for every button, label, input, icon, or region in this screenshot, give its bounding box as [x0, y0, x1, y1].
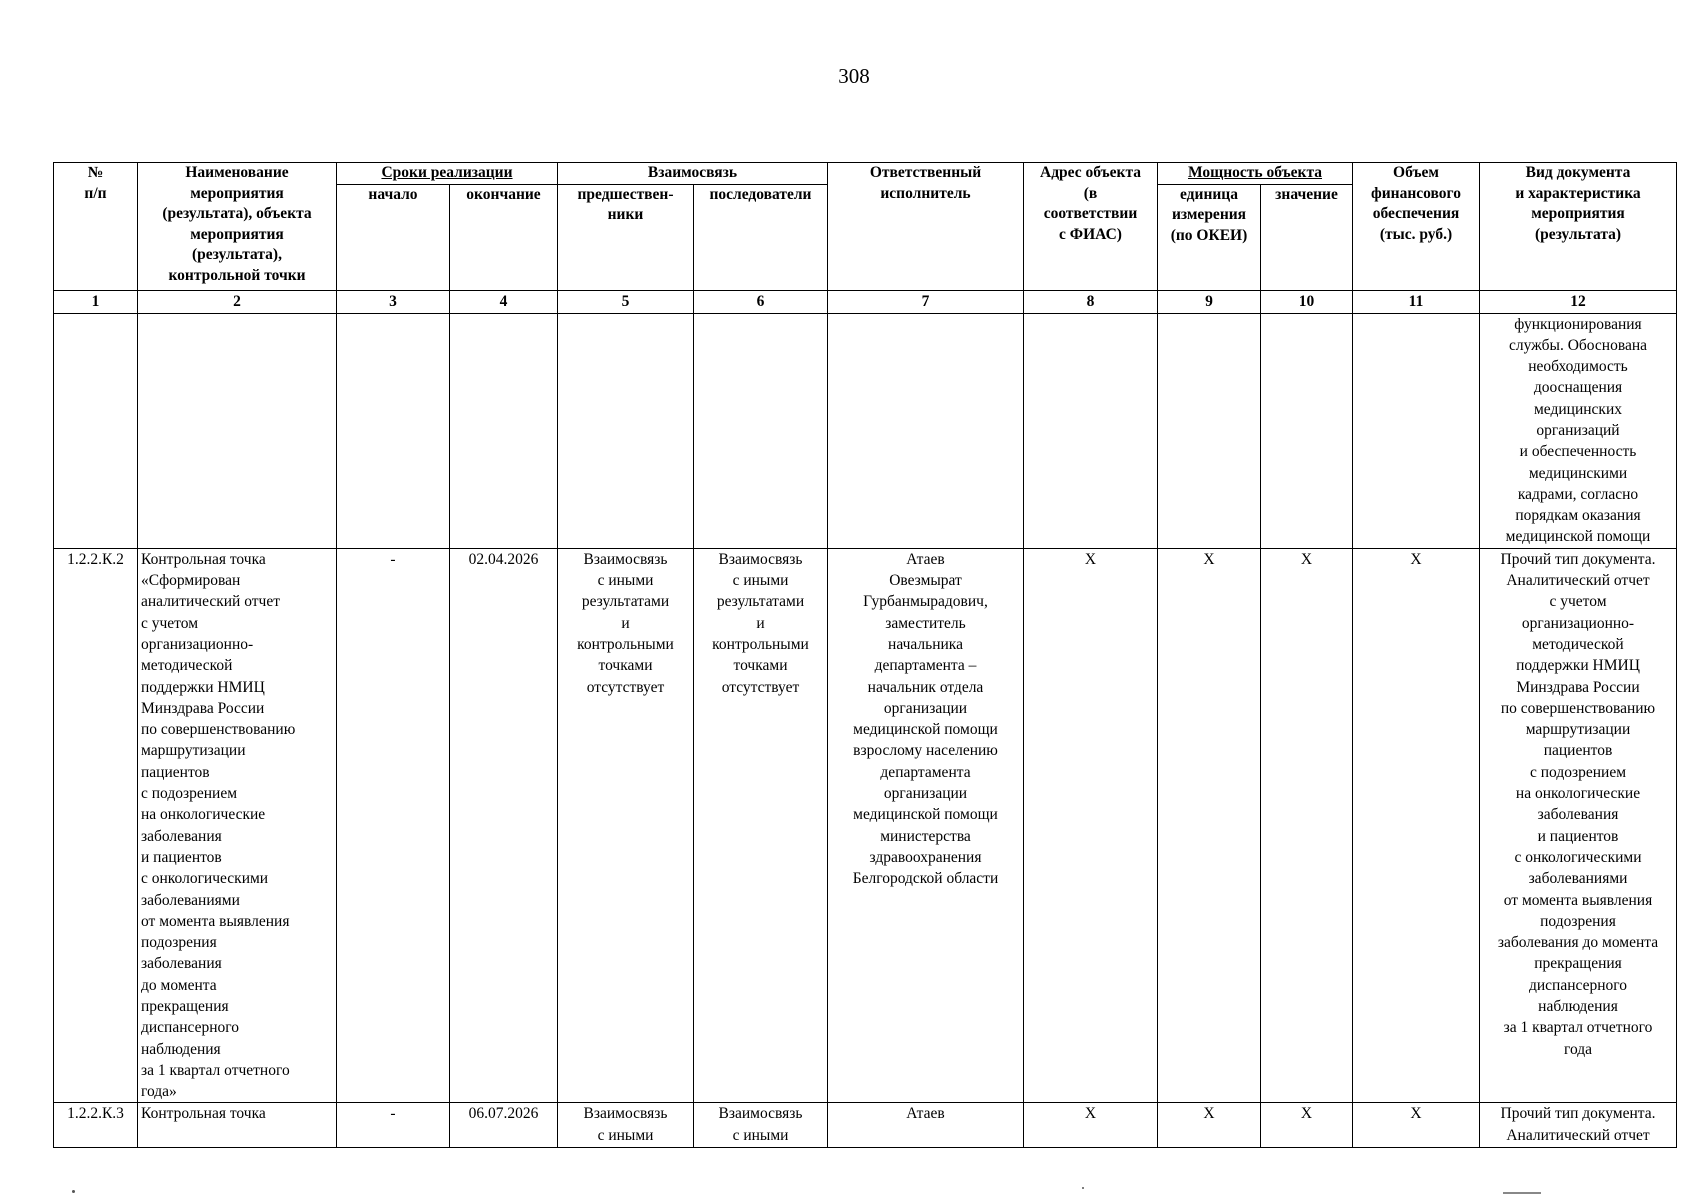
- cell-num: [54, 313, 138, 548]
- cell-unit: [1158, 313, 1261, 548]
- cell-doc: Прочий тип документа. Аналитический отчет с учетом организационно- методической поддержки НМИЦ Минздрава России по совершенствованию маршрутизации пациентов с подозрением на онкологические заболевания и пациентов с онкологическими заболеваниями от момента выявления подозрения заболевания до момента прекращения диспансерного наблюдения за 1 квартал отчетного года: [1480, 548, 1677, 1103]
- cell-doc: Прочий тип документа. Аналитический отчет: [1480, 1103, 1677, 1148]
- column-number: 6: [694, 290, 828, 313]
- header-terms: Сроки реализации: [337, 163, 558, 185]
- cell-responsible: Атаев Овезмырат Гурбанмырадович, заместитель начальника департамента – начальник отдела организации медицинской помощи взрослому населению департамента организации медицинской помощи министерства здравоохранения Белгородской области: [828, 548, 1024, 1103]
- cell-unit: X: [1158, 548, 1261, 1103]
- header-doc-type: Вид документа и характеристика мероприятия (результата): [1480, 163, 1677, 291]
- cell-address: X: [1024, 1103, 1158, 1148]
- scan-speck: [72, 1190, 75, 1193]
- table-row: [54, 548, 1677, 1103]
- header-num: № п/п: [54, 163, 138, 291]
- header-responsible: Ответственный исполнитель: [828, 163, 1024, 291]
- cell-responsible: [828, 313, 1024, 548]
- column-number: 12: [1480, 290, 1677, 313]
- header-unit: единица измерения (по ОКЕИ): [1158, 184, 1261, 290]
- cell-end: 06.07.2026: [450, 1103, 558, 1148]
- column-number: 8: [1024, 290, 1158, 313]
- cell-predecessors: [558, 313, 694, 548]
- header-finance: Объем финансового обеспечения (тыс. руб.): [1353, 163, 1480, 291]
- header-predecessors: предшествен- ники: [558, 184, 694, 290]
- header-name: Наименование мероприятия (результата), объекта мероприятия (результата), контрольной точки: [138, 163, 337, 291]
- cell-successors: Взаимосвязь с иными: [694, 1103, 828, 1148]
- cell-value: [1261, 313, 1353, 548]
- cell-value: X: [1261, 1103, 1353, 1148]
- cell-num: 1.2.2.К.3: [54, 1103, 138, 1148]
- page-number: 308: [838, 64, 870, 88]
- header-value: значение: [1261, 184, 1353, 290]
- table-row: [54, 313, 1677, 548]
- cell-start: -: [337, 548, 450, 1103]
- cell-start: [337, 313, 450, 548]
- cell-predecessors: Взаимосвязь с иными: [558, 1103, 694, 1148]
- cell-start: -: [337, 1103, 450, 1148]
- cell-name: Контрольная точка «Сформирован аналитический отчет с учетом организационно- методической поддержки НМИЦ Минздрава России по совершенствованию маршрутизации пациентов с подозрением на онкологические заболевания и пациентов с онкологическими заболеваниями от момента выявления подозрения заболевания до момента прекращения диспансерного наблюдения за 1 квартал отчетного года»: [138, 548, 337, 1103]
- cell-end: [450, 313, 558, 548]
- column-number: 2: [138, 290, 337, 313]
- header-successors: последователи: [694, 184, 828, 290]
- column-number: 1: [54, 290, 138, 313]
- table-row: [54, 1103, 1677, 1148]
- column-number: 3: [337, 290, 450, 313]
- cell-finance: [1353, 313, 1480, 548]
- header-start: начало: [337, 184, 450, 290]
- cell-name: Контрольная точка: [138, 1103, 337, 1148]
- cell-name: [138, 313, 337, 548]
- cell-end: 02.04.2026: [450, 548, 558, 1103]
- header-end: окончание: [450, 184, 558, 290]
- cell-address: X: [1024, 548, 1158, 1103]
- cell-finance: X: [1353, 548, 1480, 1103]
- cell-predecessors: Взаимосвязь с иными результатами и контрольными точками отсутствует: [558, 548, 694, 1103]
- cell-doc: функционирования службы. Обоснована необходимость дооснащения медицинских организаций и обеспеченность медицинскими кадрами, согласно порядкам оказания медицинской помощи: [1480, 313, 1677, 548]
- column-number: 5: [558, 290, 694, 313]
- column-number: 10: [1261, 290, 1353, 313]
- cell-unit: X: [1158, 1103, 1261, 1148]
- cell-value: X: [1261, 548, 1353, 1103]
- header-address: Адрес объекта (в соответствии с ФИАС): [1024, 163, 1158, 291]
- column-number: 7: [828, 290, 1024, 313]
- scan-speck: [1082, 1187, 1084, 1189]
- cell-num: 1.2.2.К.2: [54, 548, 138, 1103]
- column-number: 9: [1158, 290, 1261, 313]
- column-number: 11: [1353, 290, 1480, 313]
- scan-mark: [1503, 1192, 1541, 1194]
- column-number: 4: [450, 290, 558, 313]
- cell-finance: X: [1353, 1103, 1480, 1148]
- column-number-row: [54, 290, 1677, 313]
- cell-responsible: Атаев: [828, 1103, 1024, 1148]
- cell-address: [1024, 313, 1158, 548]
- header-relation: Взаимосвязь: [558, 163, 828, 185]
- cell-successors: Взаимосвязь с иными результатами и контрольными точками отсутствует: [694, 548, 828, 1103]
- plan-table: [53, 162, 1677, 1148]
- cell-successors: [694, 313, 828, 548]
- header-capacity: Мощность объекта: [1158, 163, 1353, 185]
